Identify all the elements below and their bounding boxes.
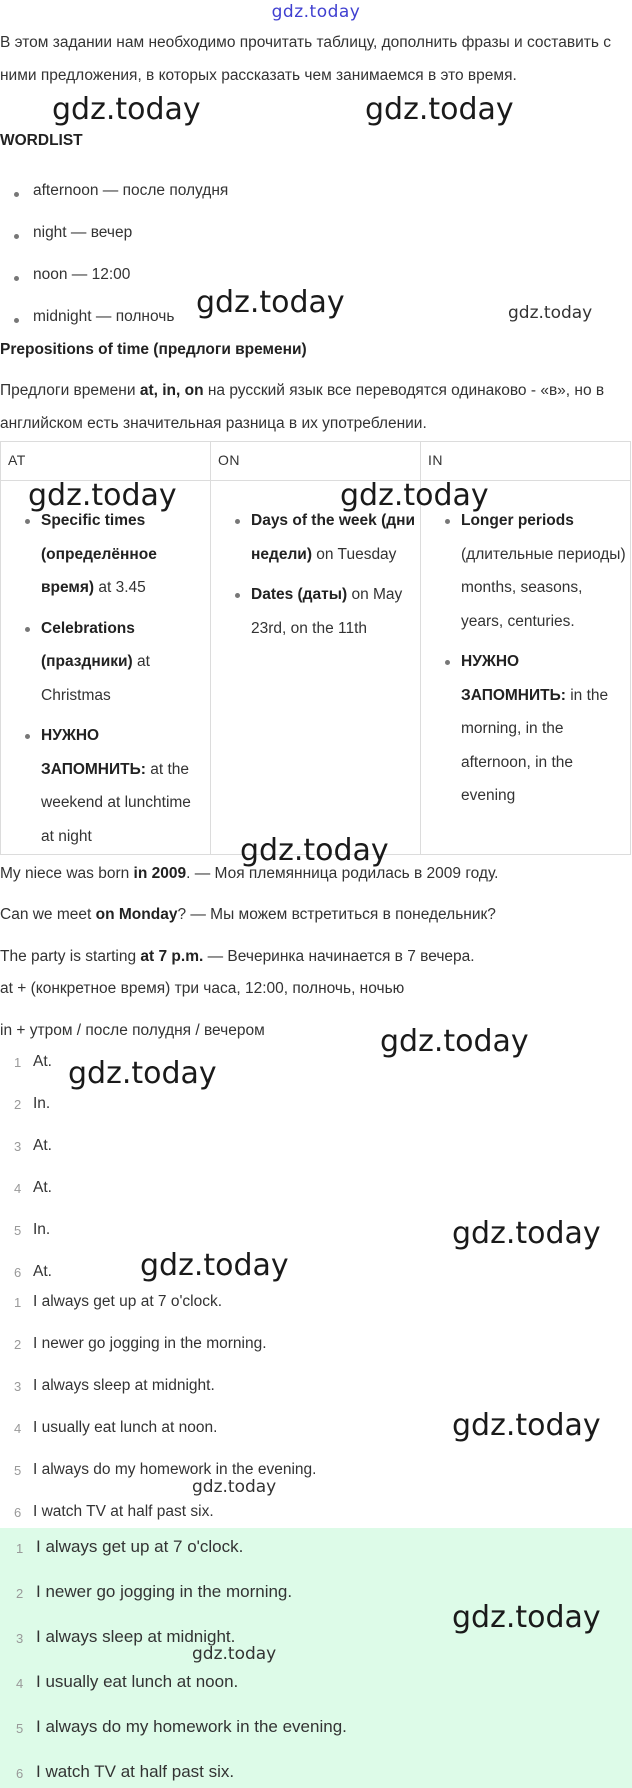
example-sentence: My niece was born in 2009. — Моя племянница родилась в 2009 году. [0,865,499,882]
item-number: 6 [14,1265,22,1280]
item-number: 2 [14,1097,22,1112]
watermark: gdz.today [380,1024,529,1059]
list-item: I always sleep at midnight. [36,1627,236,1646]
list-item: I newer go jogging in the morning. [36,1582,293,1601]
table-header-in: IN [428,452,443,468]
list-item: At. [33,1179,52,1196]
prepositions-description: Предлоги времени at, in, on на русский язык все переводятся одинаково - «в», но в английском есть значительная разница в их употреблении. [0,382,605,432]
example-sentence: The party is starting at 7 p.m. — Вечеринка начинается в 7 вечера. [0,948,475,965]
item-number: 1 [14,1295,22,1310]
list-item: At. [33,1137,52,1154]
item-number: 3 [14,1139,22,1154]
list-item: I usually eat lunch at noon. [33,1419,218,1436]
list-item: I newer go jogging in the morning. [33,1335,267,1352]
item-number: 4 [14,1421,22,1436]
item-number: 3 [14,1379,22,1394]
wordlist-item: afternoon — после полудня [33,182,229,199]
bullet [14,192,19,197]
list-item: At. [33,1263,52,1280]
item-number: 5 [14,1223,22,1238]
list-item: I usually eat lunch at noon. [36,1672,239,1691]
watermark: gdz.today [68,1056,217,1091]
watermark: gdz.today [365,92,514,127]
watermark: gdz.today [240,833,389,868]
watermark: gdz.today [192,1644,277,1664]
table-cell-on [234,504,416,652]
item-number: 1 [14,1055,22,1070]
watermark: gdz.today [508,303,593,323]
bullet [14,318,19,323]
list-item: I always sleep at midnight. [33,1377,215,1394]
item-number: 3 [16,1631,24,1646]
watermark: gdz.today [192,1477,277,1497]
bullet [14,276,19,281]
table-header-at: AT [8,452,26,468]
list-item: I always do my homework in the evening. [33,1461,317,1478]
list-item: At. [33,1053,52,1070]
table-cell-item: Days of the week (дни недели) on Tuesday [251,504,416,571]
table-cell-item: Celebrations (праздники) at Christmas [41,612,206,713]
table-cell-at [24,504,206,860]
wordlist-item: night — вечер [33,224,133,241]
item-number: 2 [14,1337,22,1352]
watermark: gdz.today [52,92,201,127]
table-cell-in [444,504,626,820]
wordlist-heading: WORDLIST [0,132,83,149]
top-watermark: gdz.today [271,2,361,22]
rule-at: at + (конкретное время) три часа, 12:00, полночь, ночью [0,980,405,997]
list-item: I always get up at 7 o'clock. [33,1293,223,1310]
watermark: gdz.today [452,1216,601,1251]
rule-in: in + утром / после полудня / вечером [0,1022,265,1039]
list-item: I always get up at 7 o'clock. [36,1537,244,1556]
watermark: gdz.today [340,478,489,513]
wordlist-item: noon — 12:00 [33,266,131,283]
item-number: 4 [14,1181,22,1196]
item-number: 6 [16,1766,24,1781]
watermark: gdz.today [28,478,177,513]
wordlist-item: midnight — полночь [33,308,175,325]
item-number: 6 [14,1505,22,1520]
watermark: gdz.today [140,1248,289,1283]
table-cell-item: Longer periods (длительные периоды) months, seasons, years, centuries. [461,504,626,638]
table-cell-item: НУЖНО ЗАПОМНИТЬ: in the morning, in the afternoon, in the evening [461,645,626,813]
list-item: I watch TV at half past six. [33,1503,214,1520]
table-header-on: ON [218,452,240,468]
item-number: 5 [14,1463,22,1478]
table-cell-item: НУЖНО ЗАПОМНИТЬ: at the weekend at lunchtime at night [41,719,206,853]
bullet [14,234,19,239]
list-item: In. [33,1221,51,1238]
example-sentence: Can we meet on Monday? — Мы можем встретиться в понедельник? [0,906,496,923]
table-cell-item: Dates (даты) on May 23rd, on the 11th [251,578,416,645]
table-column-divider [210,441,211,855]
watermark: gdz.today [196,285,345,320]
highlighted-answer-box [0,1528,632,1788]
watermark: gdz.today [452,1408,601,1443]
prepositions-heading: Prepositions of time (предлоги времени) [0,341,307,358]
item-number: 5 [16,1721,24,1736]
list-item: In. [33,1095,51,1112]
item-number: 1 [16,1541,24,1556]
watermark: gdz.today [452,1600,601,1635]
table-cell-item: Specific times (определённое время) at 3.45 [41,504,206,605]
item-number: 4 [16,1676,24,1691]
list-item: I always do my homework in the evening. [36,1717,347,1736]
intro-paragraph: В этом задании нам необходимо прочитать таблицу, дополнить фразы и составить с ними предложения, в которых рассказать чем занимаемся в это время. [0,34,611,84]
list-item: I watch TV at half past six. [36,1762,235,1781]
item-number: 2 [16,1586,24,1601]
